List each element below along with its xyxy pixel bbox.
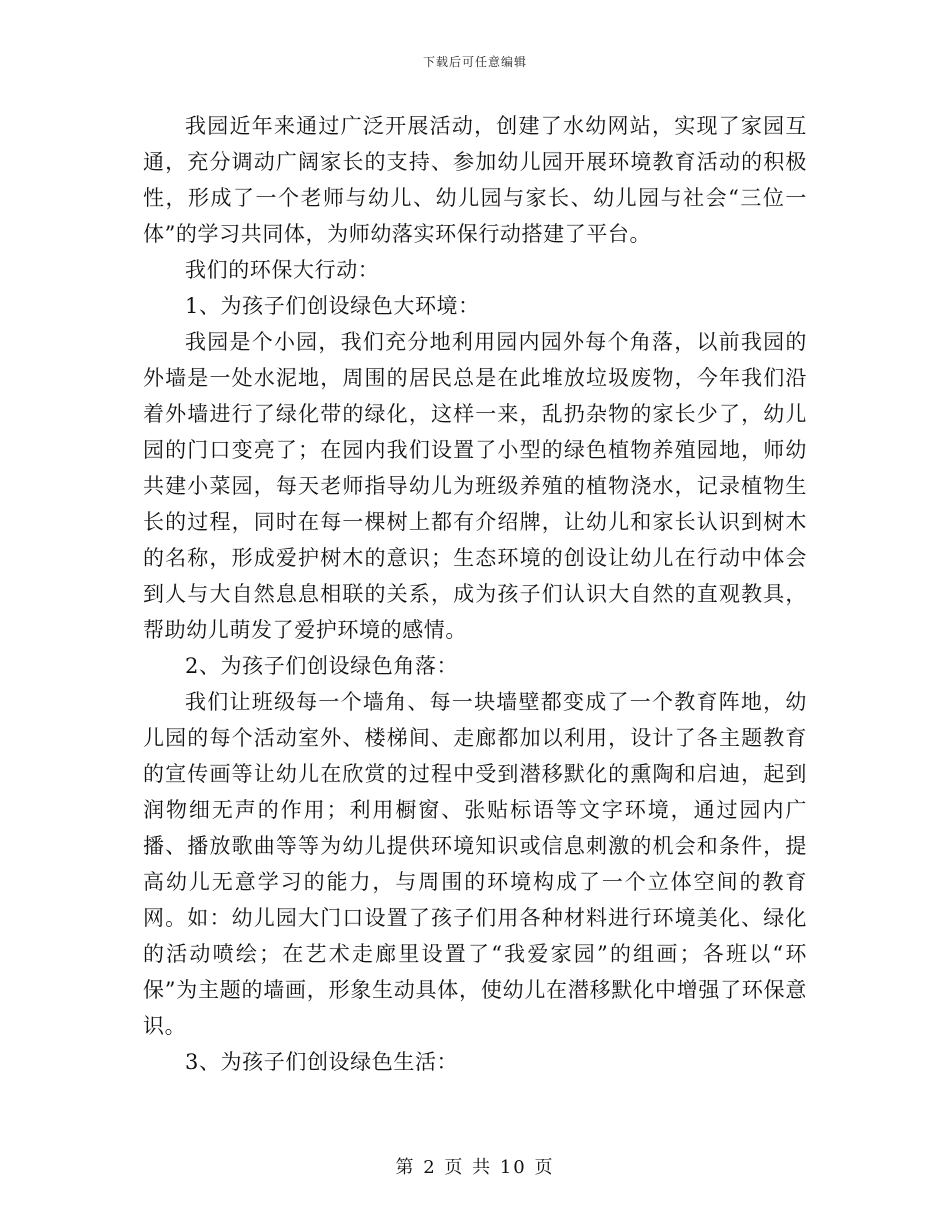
page-header: 下载后可任意编辑 — [422, 55, 527, 69]
subheading-green-environment: 1、为孩子们创设绿色大环境： — [185, 294, 480, 318]
subheading-green-life: 3、为孩子们创设绿色生活： — [185, 1050, 459, 1074]
subheading-green-corner: 2、为孩子们创设绿色角落： — [185, 654, 459, 678]
document-body — [143, 108, 807, 1080]
paragraph-green-corner: 我们让班级每一个墙角、每一块墙壁都变成了一个教育阵地，幼儿园的每个活动室外、楼梯间、走廊都加以利用，设计了各主题教育的宣传画等让幼儿在欣赏的过程中受到潜移默化的熏陶和启迪，起到润物细无声的作用；利用橱窗、张贴标语等文字环境，通过园内广播、播放歌曲等等为幼儿提供环境知识或信息刺激的机会和条件，提高幼儿无意学习的能力，与周围的环境构成了一个立体空间的教育网。如：幼儿园大门口设置了孩子们用各种材料进行环境美化、绿化的活动喷绘；在艺术走廊里设置了“我爱家园”的组画；各班以“环保”为主题的墙画，形象生动具体，使幼儿在潜移默化中增强了环保意识。 — [143, 690, 807, 1038]
page-number-footer: 第 2 页 共 10 页 — [395, 1157, 555, 1178]
paragraph-green-environment: 我园是个小园，我们充分地利用园内园外每个角落，以前我园的外墙是一处水泥地，周围的居民总是在此堆放垃圾废物，今年我们沿着外墙进行了绿化带的绿化，这样一来，乱扔杂物的家长少了，幼儿园的门口变亮了；在园内我们设置了小型的绿色植物养殖园地，师幼共建小菜园，每天老师指导幼儿为班级养殖的植物浇水，记录植物生长的过程，同时在每一棵树上都有介绍牌，让幼儿和家长认识到树木的名称，形成爱护树木的意识；生态环境的创设让幼儿在行动中体会到人与大自然息息相联的关系，成为孩子们认识大自然的直观教具，帮助幼儿萌发了爱护环境的感情。 — [143, 330, 807, 642]
paragraph-intro: 我园近年来通过广泛开展活动，创建了水幼网站，实现了家园互通，充分调动广阔家长的支持、参加幼儿园开展环境教育活动的积极性，形成了一个老师与幼儿、幼儿园与家长、幼儿园与社会“三位一体”的学习共同体，为师幼落实环保行动搭建了平台。 — [143, 114, 807, 246]
section-heading-actions: 我们的环保大行动： — [185, 258, 380, 282]
